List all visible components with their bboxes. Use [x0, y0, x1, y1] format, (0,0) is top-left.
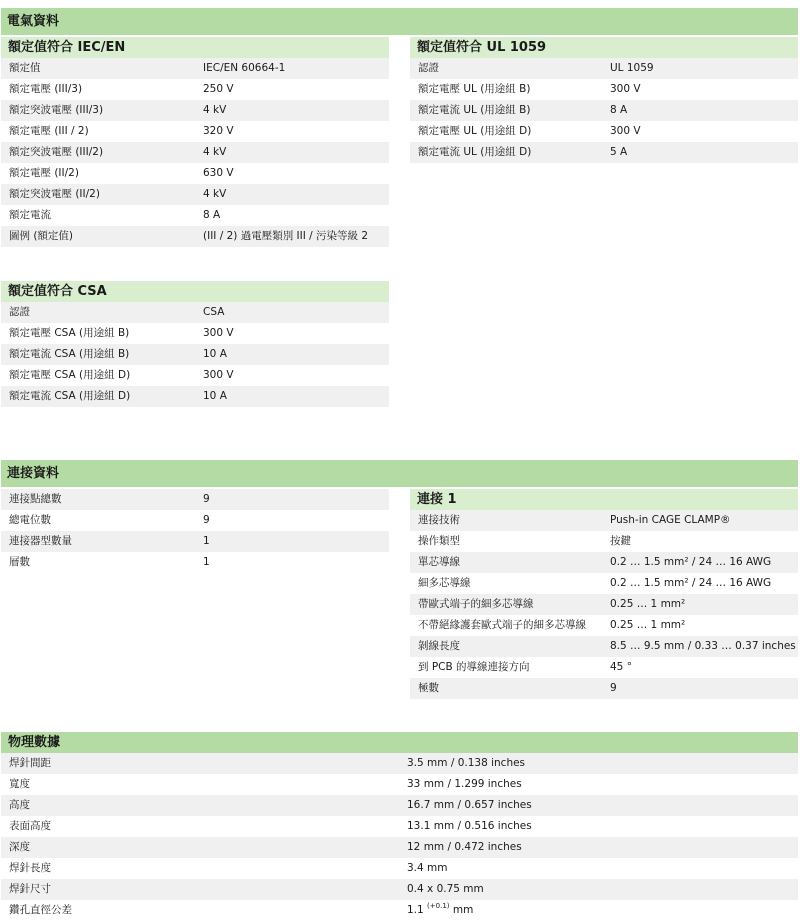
row-value-unit: mm: [449, 904, 474, 916]
row-value: 12 mm / 0.472 inches: [407, 841, 522, 853]
row-label: 額定電壓 (III/3): [9, 83, 83, 95]
iec-table-title: 額定值符合 IEC/EN: [1, 37, 389, 58]
row-value: 3.5 mm / 0.138 inches: [407, 757, 526, 769]
table-row: [410, 79, 798, 100]
table-row: [1, 79, 389, 100]
table-row: [410, 636, 798, 657]
table-row: [1, 531, 389, 552]
row-label: 額定電壓 (II/2): [9, 167, 79, 179]
connection-1-table: [410, 489, 798, 699]
row-value: 4 kV: [203, 146, 227, 158]
table-row: [1, 753, 798, 774]
row-label: 額定電流 UL (用途組 B): [418, 104, 531, 116]
row-label: 層數: [9, 556, 30, 568]
table-row: [1, 552, 389, 573]
table-row: [1, 816, 798, 837]
table-row: [1, 163, 389, 184]
row-label: 剝線長度: [418, 640, 460, 652]
table-row: [410, 615, 798, 636]
row-value: 1: [203, 556, 210, 568]
row-label: 額定突波電壓 (III/2): [9, 146, 104, 158]
row-label: 圖例 (額定值): [9, 230, 74, 242]
row-value: 5 A: [610, 146, 628, 158]
row-value: [407, 900, 473, 921]
row-value: 250 V: [203, 83, 234, 95]
row-value: 1: [203, 535, 210, 547]
row-value: IEC/EN 60664-1: [203, 62, 286, 74]
row-label: 焊針長度: [9, 862, 51, 874]
row-label: 操作類型: [418, 535, 460, 547]
table-row: [1, 489, 389, 510]
row-label: 認證: [9, 306, 30, 318]
row-value-tolerance: (+0.1): [427, 902, 450, 910]
table-row: [1, 226, 389, 247]
row-label: 額定電流 CSA (用途組 B): [9, 348, 130, 360]
table-row: [1, 879, 798, 900]
table-row: [410, 142, 798, 163]
row-value: 8.5 … 9.5 mm / 0.33 … 0.37 inches: [610, 640, 796, 652]
table-row: [1, 323, 389, 344]
table-row: [410, 594, 798, 615]
table-row: [1, 344, 389, 365]
row-label: 額定電壓 UL (用途組 D): [418, 125, 532, 137]
row-label: 認證: [418, 62, 439, 74]
row-value: 300 V: [610, 125, 641, 137]
table-row: [1, 774, 798, 795]
row-value: CSA: [203, 306, 225, 318]
row-label: 總電位數: [9, 514, 51, 526]
row-value: Push-in CAGE CLAMP®: [610, 514, 731, 526]
row-label: 高度: [9, 799, 30, 811]
table-row: [410, 552, 798, 573]
row-label: 額定電壓 (III / 2): [9, 125, 89, 137]
table-row: [1, 205, 389, 226]
row-label: 連接點總數: [9, 493, 62, 505]
row-value: 0.2 … 1.5 mm² / 24 … 16 AWG: [610, 556, 772, 568]
table-row: [1, 837, 798, 858]
row-value: 10 A: [203, 390, 227, 402]
row-label: 到 PCB 的導線連接方向: [418, 661, 530, 673]
row-value: 0.4 x 0.75 mm: [407, 883, 484, 895]
row-label: 額定電流 UL (用途組 D): [418, 146, 532, 158]
row-label: 連接器型數量: [9, 535, 72, 547]
row-value: 33 mm / 1.299 inches: [407, 778, 522, 790]
physical-table: [1, 732, 798, 921]
row-value: 0.25 … 1 mm²: [610, 619, 686, 631]
row-label: 單芯導線: [418, 556, 460, 568]
table-row: [410, 510, 798, 531]
table-row: [1, 58, 389, 79]
row-label: 額定突波電壓 (II/2): [9, 188, 100, 200]
row-label: 額定電壓 UL (用途組 B): [418, 83, 531, 95]
table-row: [410, 100, 798, 121]
row-label: 額定值: [9, 62, 41, 74]
row-value: 4 kV: [203, 104, 227, 116]
ul-table-title: 額定值符合 UL 1059: [410, 37, 798, 58]
row-label: 額定電流 CSA (用途組 D): [9, 390, 131, 402]
row-label: 深度: [9, 841, 30, 853]
row-label: 鑽孔直徑公差: [9, 904, 72, 916]
row-label: 額定電壓 CSA (用途組 B): [9, 327, 130, 339]
row-value: 8 A: [610, 104, 628, 116]
row-label: 額定電壓 CSA (用途組 D): [9, 369, 131, 381]
row-value: 16.7 mm / 0.657 inches: [407, 799, 532, 811]
row-value: 9: [203, 514, 210, 526]
table-row: [410, 58, 798, 79]
row-value: 13.1 mm / 0.516 inches: [407, 820, 532, 832]
table-row: [410, 531, 798, 552]
csa-table: [1, 281, 389, 407]
connection-1-title: 連接 1: [410, 489, 798, 510]
section-title: 連接資料: [7, 466, 60, 481]
row-value: 300 V: [610, 83, 641, 95]
row-label: 連接技術: [418, 514, 460, 526]
ul-table: [410, 37, 798, 163]
section-electrical-header: [1, 8, 798, 35]
table-row: [1, 365, 389, 386]
row-label: 焊針間距: [9, 757, 51, 769]
row-value: 8 A: [203, 209, 221, 221]
table-row: [1, 900, 798, 921]
table-row: [410, 678, 798, 699]
row-value: 按鍵: [610, 535, 631, 547]
connection-general-table: [1, 489, 389, 573]
row-value: (III / 2) 過電壓類別 III / 污染等級 2: [203, 230, 369, 242]
table-row: [1, 142, 389, 163]
row-label: 細多芯導線: [418, 577, 471, 589]
table-row: [1, 858, 798, 879]
row-value: 630 V: [203, 167, 234, 179]
row-value: 300 V: [203, 327, 234, 339]
table-row: [1, 121, 389, 142]
row-label: 額定突波電壓 (III/3): [9, 104, 104, 116]
table-row: [410, 573, 798, 594]
row-value: UL 1059: [610, 62, 654, 74]
table-row: [1, 386, 389, 407]
row-value: 9: [203, 493, 210, 505]
table-row: [410, 657, 798, 678]
row-value: 9: [610, 682, 617, 694]
row-label: 額定電流: [9, 209, 51, 221]
row-value: 3.4 mm: [407, 862, 448, 874]
row-label: 極數: [418, 682, 439, 694]
row-label: 帶歐式端子的細多芯導線: [418, 598, 534, 610]
section-title: 電氣資料: [7, 14, 60, 29]
physical-title: 物理數據: [1, 732, 798, 753]
table-row: [1, 510, 389, 531]
iec-table: [1, 37, 389, 247]
row-label: 表面高度: [9, 820, 51, 832]
table-row: [1, 795, 798, 816]
table-row: [1, 100, 389, 121]
row-value: 45 °: [610, 661, 632, 673]
row-value: 320 V: [203, 125, 234, 137]
row-value: 0.25 … 1 mm²: [610, 598, 686, 610]
row-value: 10 A: [203, 348, 227, 360]
row-label: 寬度: [9, 778, 30, 790]
row-value: 4 kV: [203, 188, 227, 200]
row-label: 焊針尺寸: [9, 883, 51, 895]
section-connection-header: [1, 460, 798, 487]
table-row: [1, 302, 389, 323]
row-value-main: 1.1: [407, 904, 424, 916]
row-value: 300 V: [203, 369, 234, 381]
row-value: 0.2 … 1.5 mm² / 24 … 16 AWG: [610, 577, 772, 589]
csa-table-title: 額定值符合 CSA: [1, 281, 389, 302]
table-row: [410, 121, 798, 142]
row-label: 不帶絕緣護套歐式端子的細多芯導線: [418, 619, 586, 631]
table-row: [1, 184, 389, 205]
